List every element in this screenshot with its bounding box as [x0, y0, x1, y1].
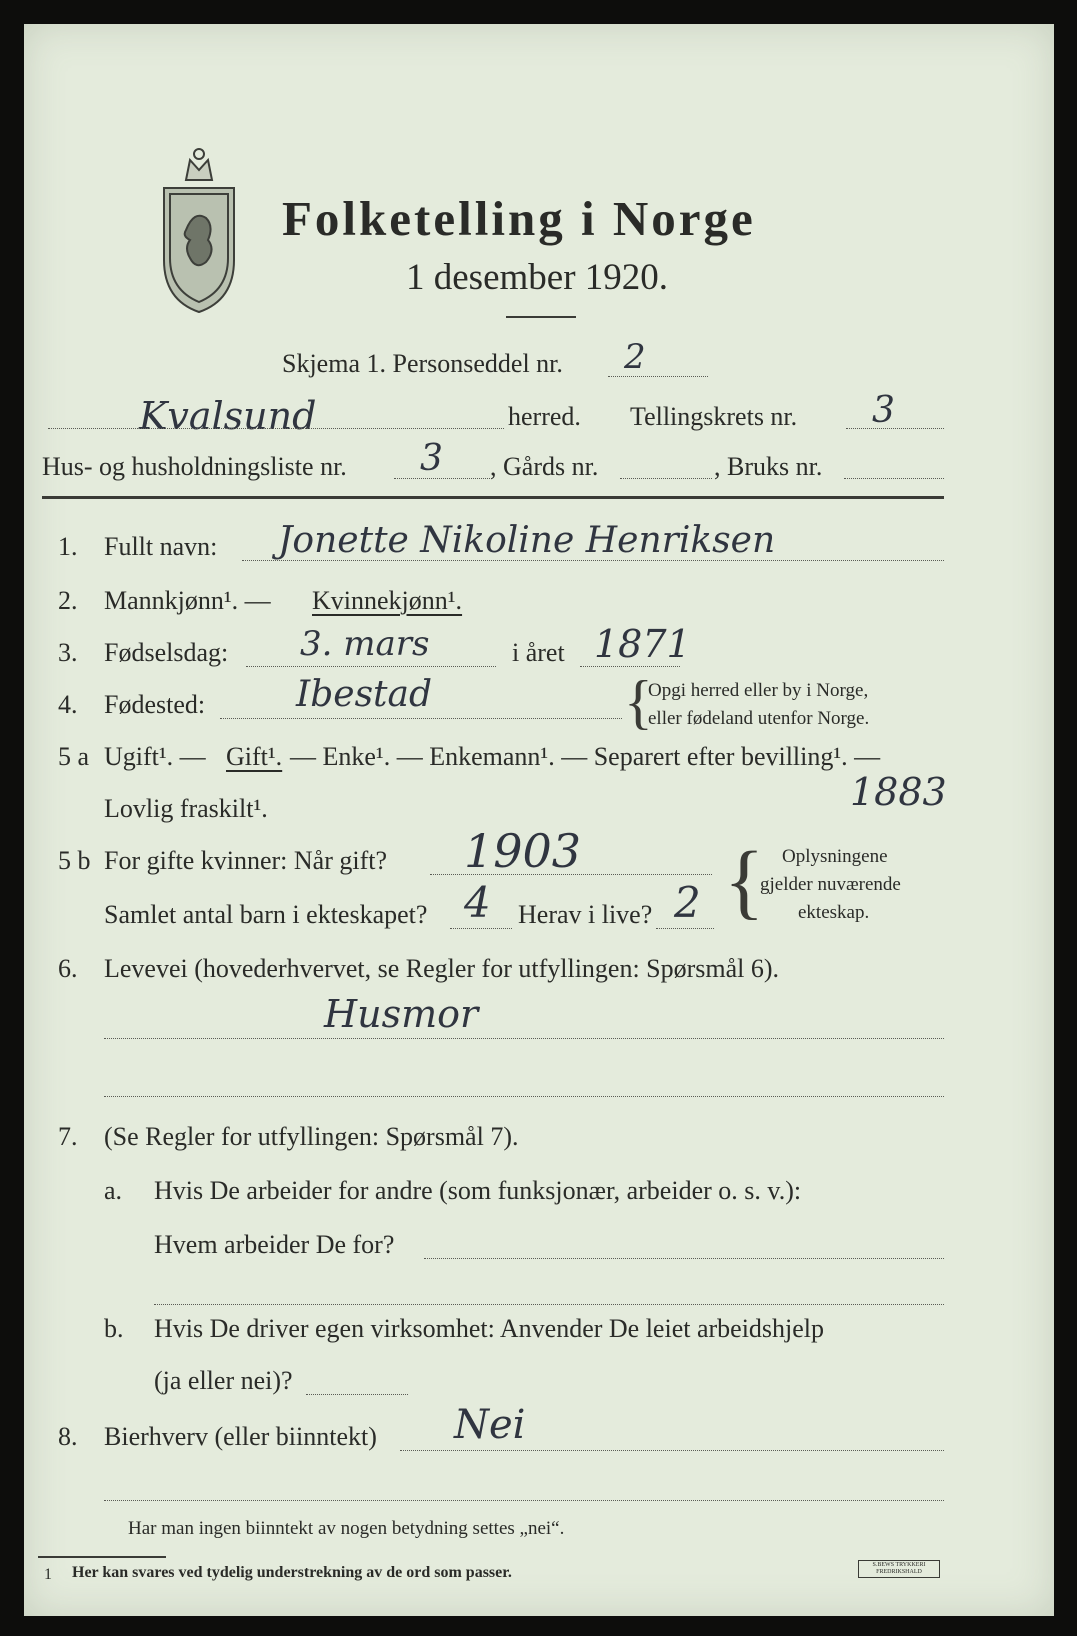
title-divider [506, 316, 576, 318]
form-title: Folketelling i Norge [282, 191, 756, 246]
marriage-year-line [430, 874, 712, 875]
q1-number: 1. [58, 532, 78, 561]
q8-number: 8. [58, 1422, 78, 1451]
children-count-value[interactable]: 4 [464, 878, 491, 927]
q5b-note-3: ekteskap. [798, 902, 870, 923]
q5b-brace: { [724, 835, 765, 928]
q5b-label: For gifte kvinner: Når gift? [104, 846, 388, 875]
schema-number[interactable]: 2 [624, 337, 646, 377]
q5a-number: 5 a [58, 742, 90, 771]
coat-of-arms-icon [156, 140, 242, 316]
q4-label: Fødested: [104, 690, 206, 719]
birth-year-value[interactable]: 1871 [594, 622, 691, 666]
hus-label: Hus- og husholdningsliste nr. [42, 452, 347, 481]
employer-line-2 [154, 1304, 944, 1305]
schema-label: Skjema 1. Personseddel nr. [282, 349, 563, 378]
birthplace-value[interactable]: Ibestad [296, 674, 433, 715]
tellingskrets-line [846, 428, 944, 429]
q5a-other-options[interactable]: — Enke¹. — Enkemann¹. — Separert efter bevilling¹. — [290, 742, 881, 771]
q1-label: Fullt navn: [104, 532, 218, 561]
q7-label: (Se Regler for utfyllingen: Spørsmål 7). [104, 1122, 519, 1151]
tellingskrets-value[interactable]: 3 [872, 390, 895, 431]
birth-year-line [580, 666, 680, 667]
birthdate-line [246, 666, 496, 667]
children-alive-value[interactable]: 2 [674, 878, 701, 927]
q7-number: 7. [58, 1122, 78, 1151]
occupation-line-2 [104, 1096, 944, 1097]
q3-number: 3. [58, 638, 78, 667]
q7a-number: a. [104, 1176, 123, 1205]
header-rule [42, 496, 944, 499]
q4-note-1: Opgi herred eller by i Norge, [648, 680, 869, 701]
gards-line [620, 478, 712, 479]
children-count-line [450, 928, 512, 929]
q8-label: Bierhverv (eller biinntekt) [104, 1422, 377, 1451]
q7b-question: (ja eller nei)? [154, 1366, 293, 1395]
q5b-alive-label: Herav i live? [518, 900, 653, 929]
q4-number: 4. [58, 690, 78, 719]
hired-help-line [306, 1394, 408, 1395]
birthplace-line [220, 718, 622, 719]
side-income-line-1 [400, 1450, 944, 1451]
q6-number: 6. [58, 954, 78, 983]
q4-note-2: eller fødeland utenfor Norge. [648, 708, 870, 729]
occupation-value[interactable]: Husmor [324, 992, 479, 1036]
q4-brace: { [624, 669, 653, 735]
q7b-label: Hvis De driver egen virksomhet: Anvender De leiet arbeidshjelp [154, 1314, 825, 1343]
printer-stamp: S.BEWS TRYKKERI FREDRIKSHALD [858, 1560, 940, 1578]
q3-label: Fødselsdag: [104, 638, 229, 667]
side-income-line-2 [104, 1500, 944, 1501]
q5b-children-label: Samlet antal barn i ekteskapet? [104, 900, 428, 929]
herred-value[interactable]: Kvalsund [139, 394, 317, 438]
bruks-line [844, 478, 944, 479]
q5b-note-1: Oplysningene [782, 846, 888, 867]
q5a-extra-value[interactable]: 1883 [850, 770, 947, 814]
marriage-year-value[interactable]: 1903 [464, 824, 582, 878]
children-alive-line [656, 928, 714, 929]
tellingskrets-label: Tellingskrets nr. [630, 402, 798, 431]
footnote-mark: 1 [44, 1566, 52, 1583]
q5a-gift-option[interactable]: Gift¹. [226, 742, 283, 771]
q6-label: Levevei (hovederhvervet, se Regler for utfyllingen: Spørsmål 6). [104, 954, 780, 983]
employer-line-1 [424, 1258, 944, 1259]
q5a-ugift-option[interactable]: Ugift¹. — [104, 742, 206, 771]
q2-male-option[interactable]: Mannkjønn¹. — [104, 586, 271, 615]
q7a-label: Hvis De arbeider for andre (som funksjonær, arbeider o. s. v.): [154, 1176, 802, 1205]
hus-line [394, 478, 490, 479]
q2-female-option[interactable]: Kvinnekjønn¹. [312, 586, 463, 615]
full-name-value[interactable]: Jonette Nikoline Henriksen [278, 520, 776, 561]
full-name-line [242, 560, 944, 561]
footnote-divider [38, 1556, 166, 1558]
occupation-line-1 [104, 1038, 944, 1039]
footnote-text: Her kan svares ved tydelig understrekning av de ord som passer. [72, 1564, 512, 1581]
bruks-label: , Bruks nr. [714, 452, 823, 481]
herred-label: herred. [508, 402, 581, 431]
side-income-value[interactable]: Nei [454, 1402, 526, 1448]
hus-value[interactable]: 3 [420, 438, 443, 479]
q7a-question: Hvem arbeider De for? [154, 1230, 395, 1259]
form-date: 1 desember 1920. [406, 257, 669, 298]
q3-year-label: i året [512, 638, 565, 667]
q5b-note-2: gjelder nuværende [760, 874, 901, 895]
schema-number-line [608, 376, 708, 377]
gards-label: , Gårds nr. [490, 452, 599, 481]
note-text: Har man ingen biinntekt av nogen betydning settes „nei“. [128, 1518, 565, 1539]
herred-line [48, 428, 504, 429]
census-form [24, 24, 1054, 1616]
q5b-number: 5 b [58, 846, 91, 875]
q5a-fraskilt-option[interactable]: Lovlig fraskilt¹. [104, 794, 268, 823]
q2-number: 2. [58, 586, 78, 615]
birthdate-value[interactable]: 3. mars [300, 624, 430, 664]
q7b-number: b. [104, 1314, 124, 1343]
